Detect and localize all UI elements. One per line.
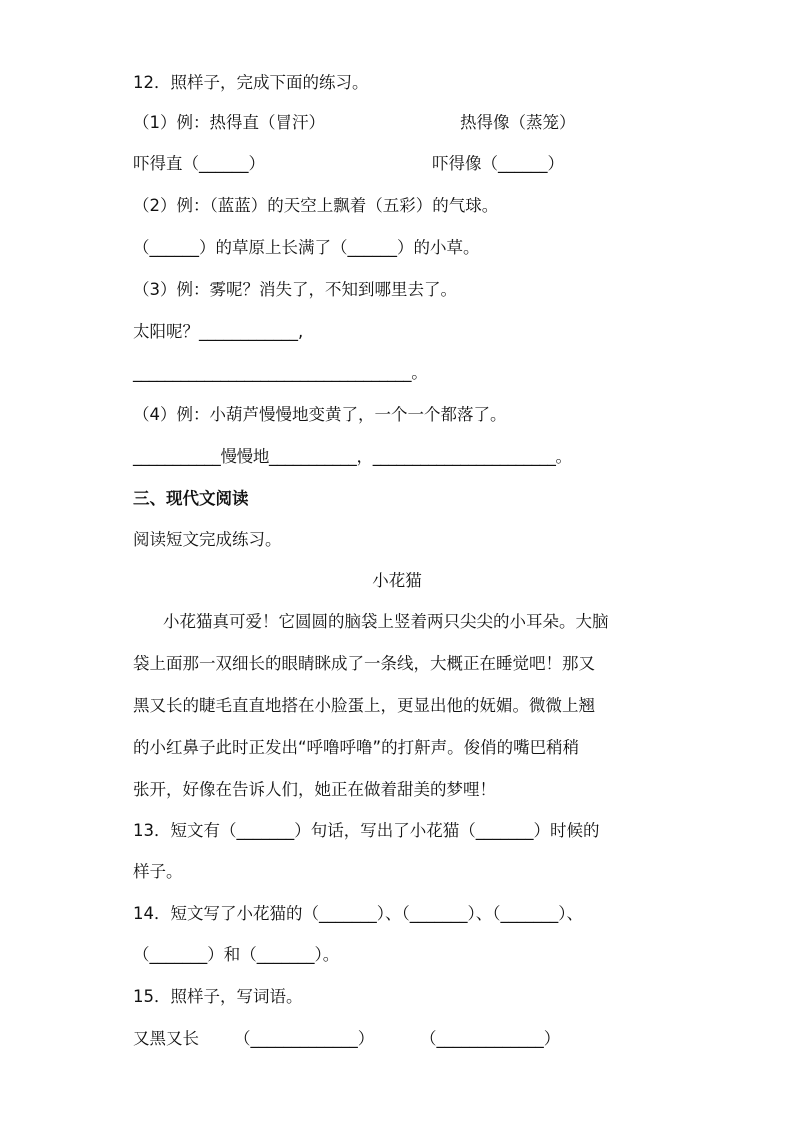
q13-line1: 13．短文有（_______）句话，写出了小花猫（_______）时候的 xyxy=(133,821,600,840)
q15-title: 15．照样子，写词语。 xyxy=(133,987,303,1006)
q14-line1: 14．短文写了小花猫的（_______）、（_______）、（_______）、 xyxy=(133,904,583,923)
q12-p3-example: （3）例：雾呢？消失了，不知到哪里去了。 xyxy=(133,280,457,299)
q15-example: 又黑又长 xyxy=(133,1029,199,1048)
passage-line: 小花猫真可爱！它圆圆的脑袋上竖着两只尖尖的小耳朵。大脑 xyxy=(163,612,609,631)
passage-line: 的小红鼻子此时正发出“呼噜呼噜”的打鼾声。俊俏的嘴巴稍稍 xyxy=(133,738,580,757)
q12-p1-example-a: （1）例：热得直（冒汗） xyxy=(133,113,325,132)
section-heading: 三、现代文阅读 xyxy=(133,489,249,508)
q13-line2: 样子。 xyxy=(133,862,183,881)
passage-title: 小花猫 xyxy=(372,571,422,590)
passage-line: 袋上面那一双细长的眼睛眯成了一条线，大概正在睡觉吧！那又 xyxy=(133,654,595,673)
q15-blank-1: （_____________） xyxy=(234,1029,375,1048)
q12-title: 12．照样子，完成下面的练习。 xyxy=(133,73,369,92)
q12-p2-task: （______）的草原上长满了（______）的小草。 xyxy=(133,238,480,257)
passage-line: 黑又长的睫毛直直地搭在小脸蛋上，更显出他的妩媚。微微上翘 xyxy=(133,696,595,715)
q12-p3-task-b: ___________________________________。 xyxy=(133,363,428,382)
q12-p1-example-b: 热得像（蒸笼） xyxy=(460,113,576,132)
q12-p3-task-a: 太阳呢？____________, xyxy=(133,322,304,341)
passage-line: 张开，好像在告诉人们，她正在做着甜美的梦哩！ xyxy=(133,780,496,799)
q12-p1-task-b: 吓得像（______） xyxy=(432,154,564,173)
q15-blank-2: （_____________） xyxy=(420,1029,561,1048)
reading-instruction: 阅读短文完成练习。 xyxy=(133,530,282,549)
q12-p1-task-a: 吓得直（______） xyxy=(133,154,265,173)
q12-p4-task: ___________慢慢地___________，_______________________。 xyxy=(133,447,572,466)
q14-line2: （_______）和（_______）。 xyxy=(133,945,340,964)
q12-p4-example: （4）例：小葫芦慢慢地变黄了，一个一个都落了。 xyxy=(133,405,507,424)
q12-p2-example: （2）例：（蓝蓝）的天空上飘着（五彩）的气球。 xyxy=(133,196,499,215)
